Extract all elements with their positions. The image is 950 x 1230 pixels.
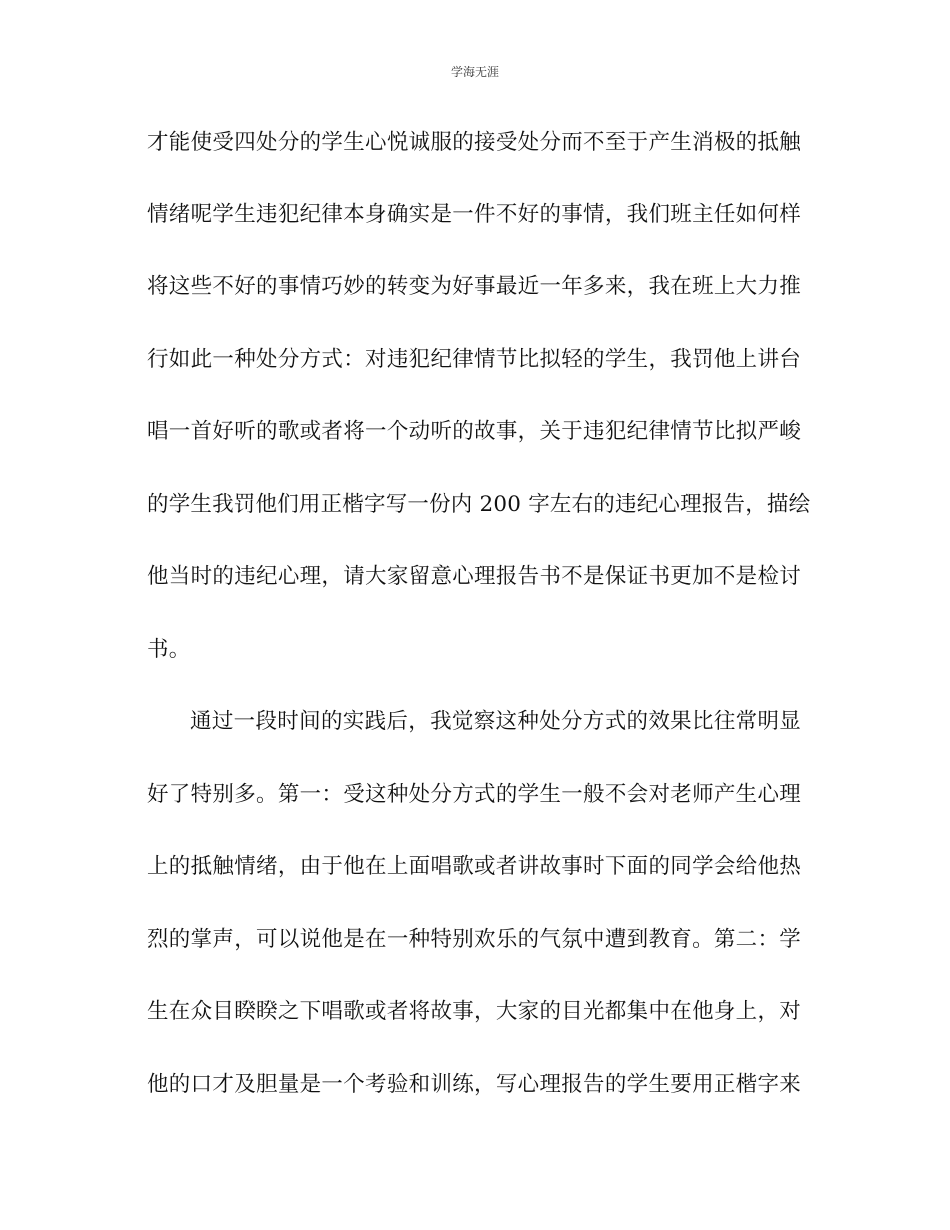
text-line-4: 行如此一种处分方式：对违犯纪律情节比拟轻的学生，我罚他上讲台: [147, 347, 801, 372]
text-line-14: 他的口才及胆量是一个考验和训练，写心理报告的学生要用正楷字来: [147, 1072, 801, 1097]
text-line-6: 的学生我罚他们用正楷字写一份内 200 字左右的违纪心理报告，描绘: [147, 492, 811, 517]
page-header: 学海无涯: [450, 65, 499, 79]
text-line-8: 书。: [147, 637, 191, 662]
text-line-1: 才能使受四处分的学生心悦诚服的接受处分而不至于产生消极的抵触: [147, 130, 801, 155]
text-line-7: 他当时的违纪心理，请大家留意心理报告书不是保证书更加不是检讨: [147, 564, 801, 589]
text-line-3: 将这些不好的事情巧妙的转变为好事最近一年多来，我在班上大力推: [147, 274, 801, 299]
text-line-12: 烈的掌声，可以说他是在一种特别欢乐的气氛中遭到教育。第二：学: [147, 927, 801, 952]
text-line-11: 上的抵触情绪，由于他在上面唱歌或者讲故事时下面的同学会给他热: [147, 854, 801, 879]
text-line-13: 生在众目睽睽之下唱歌或者将故事，大家的目光都集中在他身上，对: [147, 999, 801, 1024]
text-line-2: 情绪呢学生违犯纪律本身确实是一件不好的事情，我们班主任如何样: [147, 202, 801, 227]
text-line-5: 唱一首好听的歌或者将一个动听的故事，关于违犯纪律情节比拟严峻: [147, 419, 801, 444]
text-line-10: 好了特别多。第一：受这种处分方式的学生一般不会对老师产生心理: [147, 782, 801, 807]
paragraph-2-first-line: 通过一段时间的实践后，我觉察这种处分方式的效果比往常明显: [190, 709, 801, 734]
